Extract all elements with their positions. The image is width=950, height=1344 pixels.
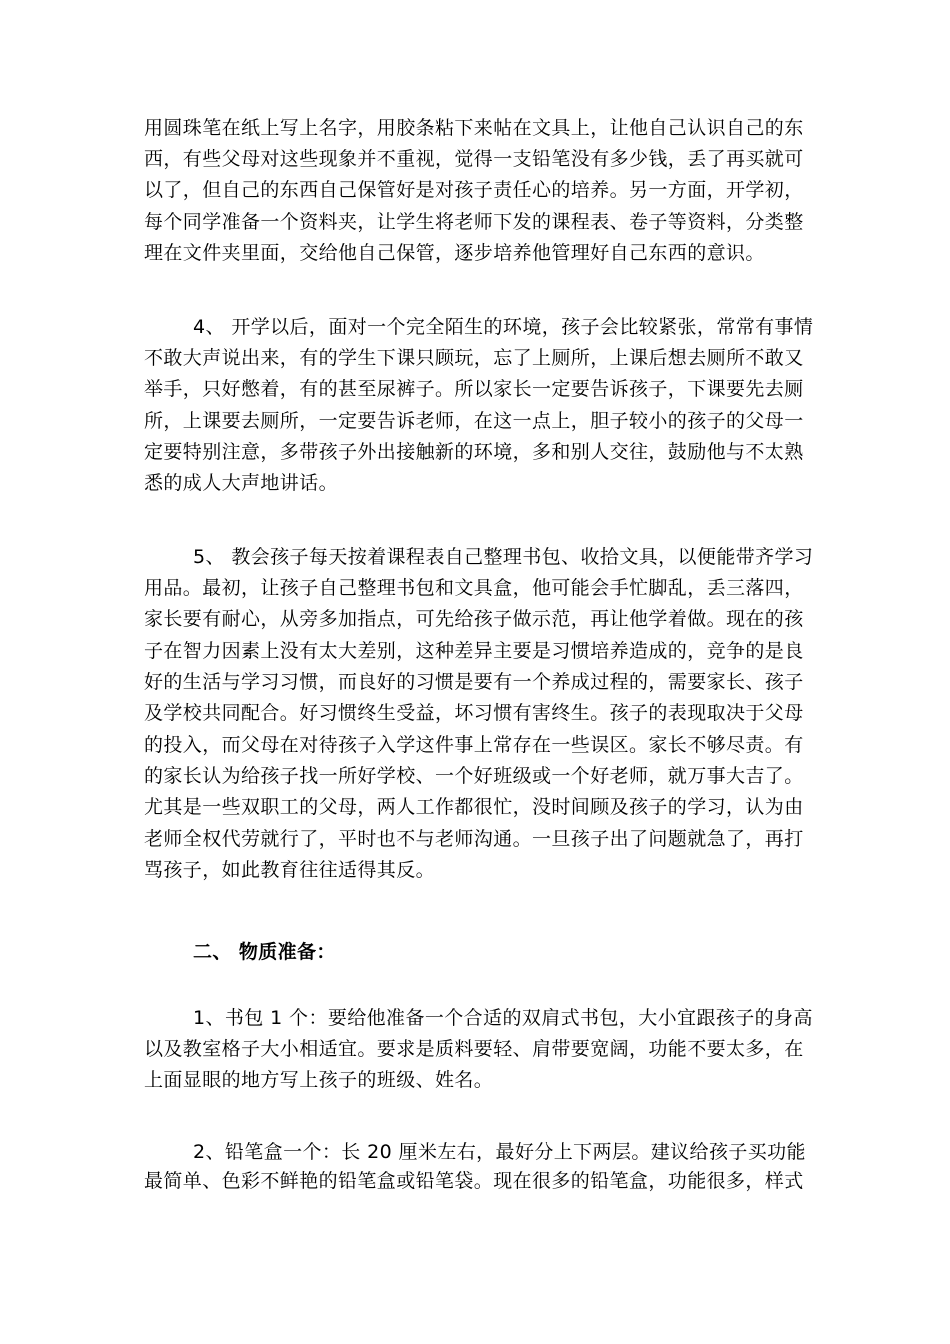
paragraph-line: 的家长认为给孩子找一所好学校、一个好班级或一个好老师，就万事大吉了。 bbox=[144, 765, 804, 787]
paragraph-line: 理在文件夹里面，交给他自己保管，逐步培养他管理好自己东西的意识。 bbox=[144, 242, 765, 264]
paragraph-line: 老师全权代劳就行了，平时也不与老师沟通。一旦孩子出了问题就急了，再打 bbox=[144, 828, 804, 850]
paragraph-line: 上面显眼的地方写上孩子的班级、姓名。 bbox=[144, 1069, 494, 1091]
paragraph-line: 悉的成人大声地讲话。 bbox=[144, 472, 339, 494]
paragraph-first-line: 5、 教会孩子每天按着课程表自己整理书包、收拾文具，以便能带齐学习 bbox=[193, 546, 814, 568]
paragraph-line: 不敢大声说出来，有的学生下课只顾玩，忘了上厕所，上课后想去厕所不敢又 bbox=[144, 347, 804, 369]
paragraph-line: 家长要有耐心，从旁多加指点，可先给孩子做示范，再让他学着做。现在的孩 bbox=[144, 608, 804, 630]
paragraph-first-line: 4、 开学以后，面对一个完全陌生的环境，孩子会比较紧张，常常有事情 bbox=[193, 316, 814, 338]
paragraph-line: 子在智力因素上没有太大差别，这种差异主要是习惯培养造成的，竞争的是良 bbox=[144, 640, 804, 662]
paragraph-line: 用圆珠笔在纸上写上名字，用胶条粘下来帖在文具上，让他自己认识自己的东 bbox=[144, 117, 804, 139]
paragraph-line: 以及教室格子大小相适宜。要求是质料要轻、肩带要宽阔，功能不要太多，在 bbox=[144, 1038, 804, 1060]
paragraph-line: 骂孩子，如此教育往往适得其反。 bbox=[144, 859, 436, 881]
paragraph-line: 用品。最初，让孩子自己整理书包和文具盒，他可能会手忙脚乱，丢三落四， bbox=[144, 577, 804, 599]
paragraph-first-line: 1、书包 1 个：要给他准备一个合适的双肩式书包，大小宜跟孩子的身高 bbox=[193, 1007, 813, 1029]
paragraph-line: 的投入，而父母在对待孩子入学这件事上常存在一些误区。家长不够尽责。有 bbox=[144, 734, 804, 756]
paragraph-line: 最简单、色彩不鲜艳的铅笔盒或铅笔袋。现在很多的铅笔盒，功能很多，样式 bbox=[144, 1170, 804, 1192]
paragraph-line: 定要特别注意，多带孩子外出接触新的环境，多和别人交往，鼓励他与不太熟 bbox=[144, 441, 804, 463]
section-heading: 二、 物质准备： bbox=[193, 941, 336, 963]
paragraph-line: 以了，但自己的东西自己保管好是对孩子责任心的培养。另一方面，开学初， bbox=[144, 179, 804, 201]
paragraph-line: 西，有些父母对这些现象并不重视，觉得一支铅笔没有多少钱，丢了再买就可 bbox=[144, 148, 804, 170]
paragraph-line: 好的生活与学习习惯，而良好的习惯是要有一个养成过程的，需要家长、孩子 bbox=[144, 671, 804, 693]
paragraph-line: 每个同学准备一个资料夹，让学生将老师下发的课程表、卷子等资料，分类整 bbox=[144, 211, 804, 233]
paragraph-first-line: 2、铅笔盒一个：长 20 厘米左右，最好分上下两层。建议给孩子买功能 bbox=[193, 1141, 806, 1163]
paragraph-line: 及学校共同配合。好习惯终生受益，坏习惯有害终生。孩子的表现取决于父母 bbox=[144, 702, 804, 724]
paragraph-line: 尤其是一些双职工的父母，两人工作都很忙，没时间顾及孩子的学习，认为由 bbox=[144, 796, 804, 818]
paragraph-line: 举手，只好憋着，有的甚至尿裤子。所以家长一定要告诉孩子，下课要先去厕 bbox=[144, 378, 804, 400]
paragraph-line: 所，上课要去厕所，一定要告诉老师，在这一点上，胆子较小的孩子的父母一 bbox=[144, 410, 804, 432]
